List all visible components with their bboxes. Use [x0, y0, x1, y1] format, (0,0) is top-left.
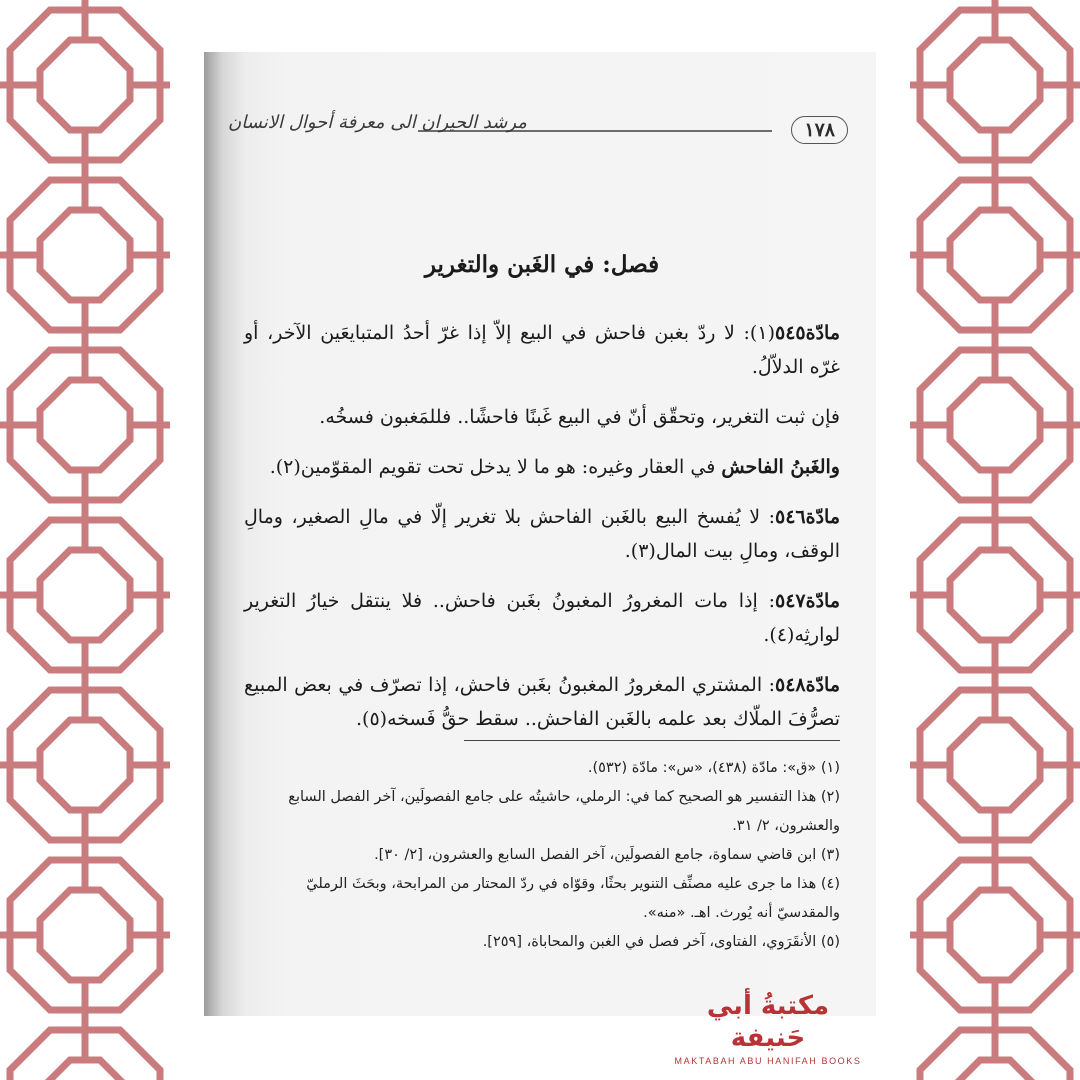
page-number: ١٧٨: [791, 116, 848, 144]
article-text: : المشتري المغرورُ المغبونُ بغَبن فاحش، إذا تصرّف في بعض المبيع تصرُّفَ الملّاك بعد علمه بالغَبن الفاحش.. سقط حقُّ فَسخه(٥).: [244, 674, 840, 730]
running-title: مرشد الحيران الى معرفة أحوال الانسان: [228, 112, 527, 133]
footnote-5: (٥) الأنقَرَوي، الفتاوى، آخر فصل في الغبن والمحاباة، [٢٥٩].: [482, 934, 840, 950]
paragraph-definition: [244, 450, 840, 484]
paragraph-deception: [244, 400, 840, 434]
paragraph-text: فإن ثبت التغرير، وتحقّق أنّ في البيع غَبنًا فاحشًا.. فللمَغبون فسخُه.: [319, 406, 840, 428]
logo-arabic-text: مكتبةُ أبي حَنيفة: [706, 991, 830, 1053]
book-page: [204, 52, 876, 1016]
article-text: : لا يُفسخ البيع بالغَبن الفاحش بلا تغرير إلّا في مالِ الصغير، ومالِ الوقف، ومالِ بيت المال(٣).: [244, 506, 840, 562]
footnote-1: (١) «ق»: مادّة (٤٣٨)، «س»: مادّة (٥٣٢).: [587, 760, 840, 776]
section-title: فصل: في الغَبن والتغرير: [424, 251, 660, 278]
article-label: مادّة٥٤٥: [774, 322, 840, 344]
footnote-3: (٣) ابن قاضي سماوة، جامع الفصولَين، آخر الفصل السابع والعشرون، [٢/ ٣٠].: [374, 847, 840, 863]
article-text: : إذا مات المغرورُ المغبونُ بغَبن فاحش.. فلا ينتقل خيارُ التغرير لوارثِه(٤).: [244, 590, 840, 646]
article-545: [244, 316, 840, 384]
page-body: [244, 248, 840, 752]
footnote-4: (٤) هذا ما جرى عليه مصنِّف التنوير بحثًا، وقوّاه في ردّ المحتار من المرابحة، وبحَثَ الرمليّ والمقدسيّ أنه يُورث. اهـ. «منه».: [306, 876, 840, 921]
term-label: والغَبنُ الفاحش: [721, 456, 840, 478]
logo-english-text: MAKTABAH ABU HANIFAH BOOKS: [674, 1056, 862, 1066]
paragraph-text: في العقار وغيره: هو ما لا يدخل تحت تقويم المقوّمين(٢).: [269, 456, 722, 478]
decorative-pattern-left: [0, 0, 170, 1080]
article-546: [244, 500, 840, 568]
decorative-pattern-right: [910, 0, 1080, 1080]
footnotes: [240, 754, 840, 957]
page-header: [228, 110, 848, 150]
article-547: [244, 584, 840, 652]
article-text: (١): لا ردّ بغبن فاحش في البيع إلاّ إذا غرّ أحدُ المتبايعَين الآخر، أو غرّه الدلاّلُ.: [244, 322, 840, 378]
article-548: [244, 668, 840, 736]
article-label: مادّة٥٤٦: [774, 506, 840, 528]
article-label: مادّة٥٤٨: [774, 674, 840, 696]
footnote-divider: [464, 740, 840, 741]
publisher-logo: [668, 990, 868, 1066]
article-label: مادّة٥٤٧: [774, 590, 840, 612]
footnote-2: (٢) هذا التفسير هو الصحيح كما في: الرملي، حاشيتُه على جامع الفصولَين، آخر الفصل السابع والعشرون، ٢/ ٣١.: [288, 789, 840, 834]
